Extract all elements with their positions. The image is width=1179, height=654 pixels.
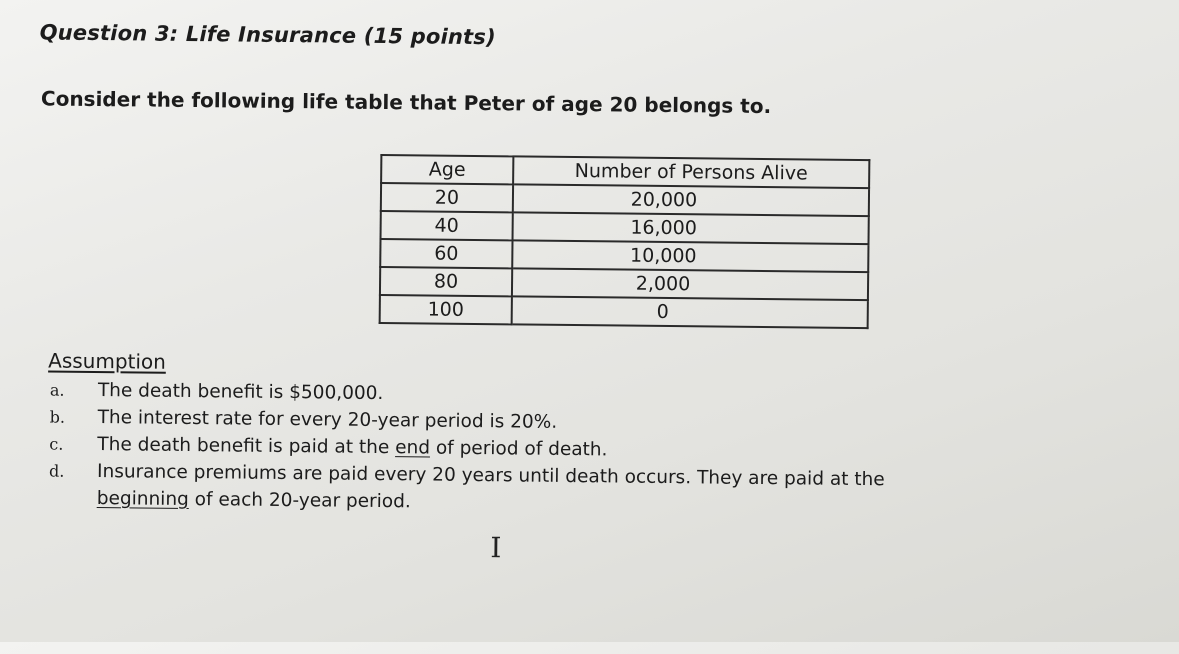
list-marker: d. xyxy=(48,461,65,481)
assumption-text-post: of each 20-year period. xyxy=(188,489,411,513)
assumption-emphasis: end xyxy=(395,437,431,459)
list-marker: c. xyxy=(49,434,64,454)
assumption-heading: Assumption xyxy=(48,348,167,374)
alive-cell: 10,000 xyxy=(512,240,868,272)
text-cursor-icon: I xyxy=(490,531,502,565)
alive-cell: 0 xyxy=(512,296,868,328)
alive-column-header: Number of Persons Alive xyxy=(513,156,869,188)
alive-cell: 2,000 xyxy=(512,268,868,300)
alive-cell: 20,000 xyxy=(513,184,869,216)
age-cell: 100 xyxy=(380,295,512,324)
list-marker: a. xyxy=(49,380,65,400)
age-cell: 40 xyxy=(381,211,513,240)
age-column-header: Age xyxy=(381,155,513,184)
life-table xyxy=(379,154,871,329)
alive-cell: 16,000 xyxy=(513,212,869,244)
assumption-item-d xyxy=(43,457,885,520)
assumption-text-line1: Insurance premiums are paid every 20 years until death occurs. They are paid at the xyxy=(96,461,885,491)
assumption-text-post: of period of death. xyxy=(429,437,608,461)
assumption-emphasis: beginning xyxy=(96,488,189,511)
question-title: Question 3: Life Insurance (15 points) xyxy=(39,20,496,50)
age-cell: 20 xyxy=(381,183,513,212)
assumption-text: The death benefit is $500,000. xyxy=(97,380,384,405)
assumption-text-pre: The death benefit is paid at the xyxy=(97,434,396,459)
assumption-text: The interest rate for every 20-year period is 20%. xyxy=(97,407,558,433)
assumption-list xyxy=(43,376,886,520)
table-row xyxy=(380,295,868,328)
age-cell: 80 xyxy=(380,267,512,296)
list-marker: b. xyxy=(49,407,66,427)
age-cell: 60 xyxy=(380,239,512,268)
question-intro: Consider the following life table that Peter of age 20 belongs to. xyxy=(40,86,772,119)
